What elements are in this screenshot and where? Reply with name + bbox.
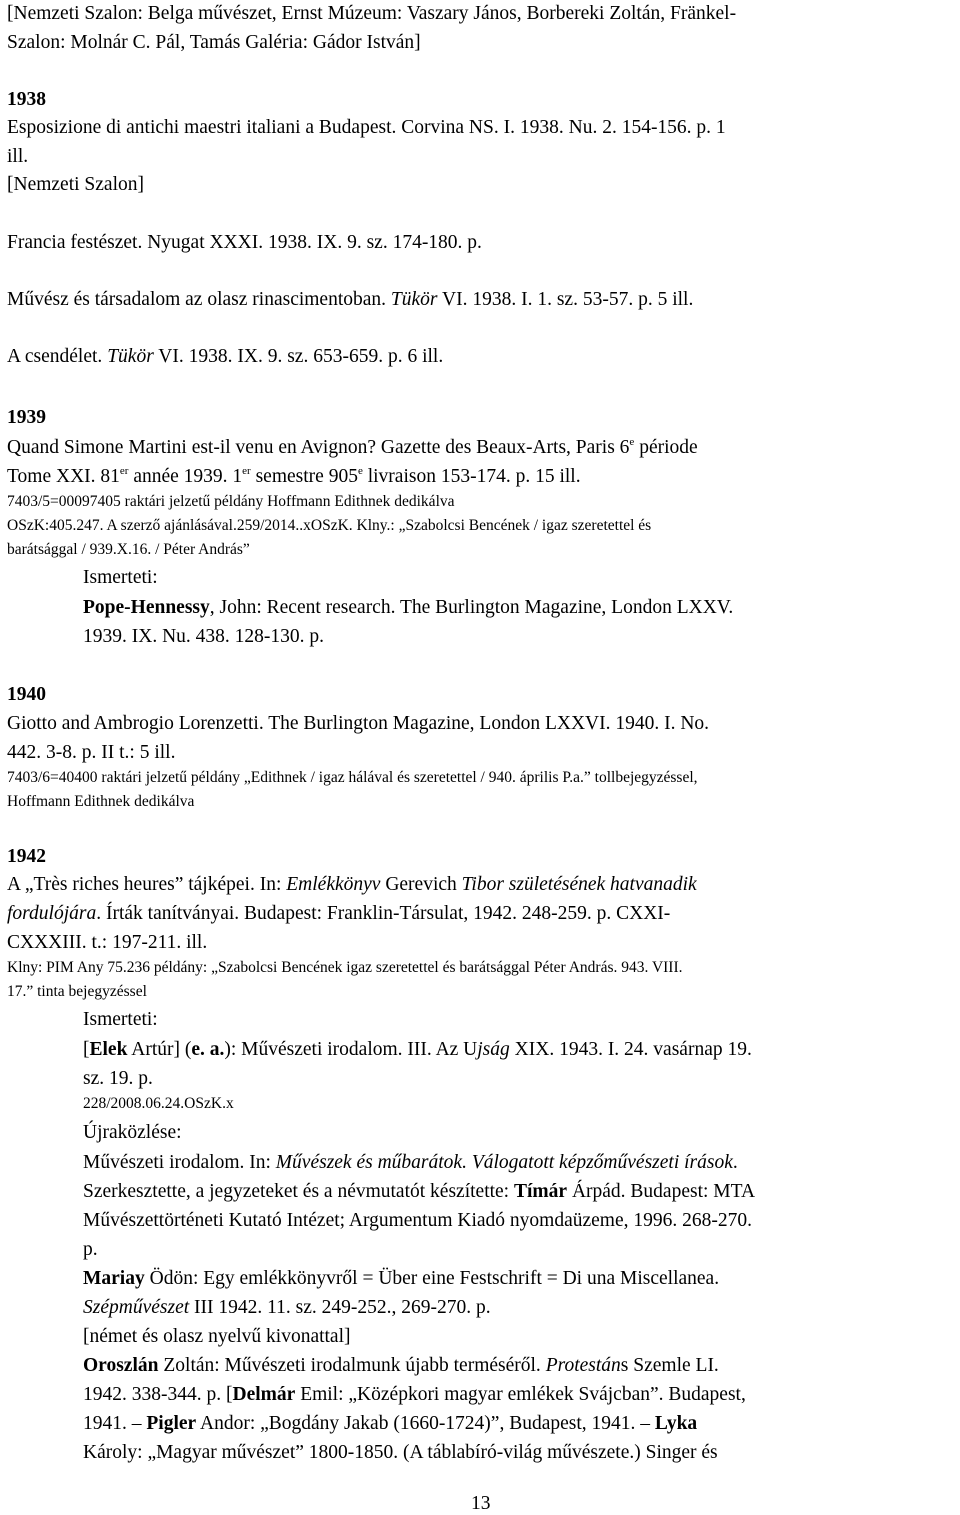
text-line: [német és olasz nyelvű kivonattal] [83, 1326, 351, 1347]
text-line: Művészettörténeti Kutató Intézet; Argumentum Kiadó nyomdaüzeme, 1996. 268-270. [83, 1210, 752, 1231]
text-line: Pope-Hennessy, John: Recent research. The Burlington Magazine, London LXXV. [83, 597, 734, 618]
text-line: [Nemzeti Szalon] [7, 174, 144, 195]
text-line: Művész és társadalom az olasz rinascimentoban. Tükör VI. 1938. I. 1. sz. 53-57. p. 5 ill. [7, 289, 694, 310]
text-line: 1940 [7, 684, 46, 705]
page-number: 13 [471, 1493, 491, 1514]
text-line: 1939. IX. Nu. 438. 128-130. p. [83, 626, 325, 647]
text-line: A csendélet. Tükör VI. 1938. IX. 9. sz. 653-659. p. 6 ill. [7, 346, 444, 367]
text-line: 7403/6=40400 raktári jelzetű példány „Edithnek / igaz hálával és szeretettel / 940. április P.a.” tollbejegyzéssel, [7, 769, 698, 786]
text-line: OSzK:405.247. A szerző ajánlásával.259/2014..xOSzK. Klny.: „Szabolcsi Bencének / igaz szeretettel és [7, 517, 652, 534]
text-line: Francia festészet. Nyugat XXXI. 1938. IX. 9. sz. 174-180. p. [7, 232, 482, 253]
text-line: 1938 [7, 89, 46, 110]
text-line: 442. 3-8. p. II t.: 5 ill. [7, 742, 176, 763]
text-line: 7403/5=00097405 raktári jelzetű példány Hoffmann Edithnek dedikálva [7, 493, 455, 510]
text-line: Klny: PIM Any 75.236 példány: „Szabolcsi Bencének igaz szeretettel és barátsággal Péter András. 943. VIII. [7, 959, 683, 976]
text-line: Hoffmann Edithnek dedikálva [7, 793, 195, 810]
text-line: Tome XXI. 81er année 1939. 1er semestre 905e livraison 153-174. p. 15 ill. [7, 465, 581, 487]
text-line: 1939 [7, 407, 46, 428]
text-line: Oroszlán Zoltán: Művészeti irodalmunk újabb terméséről. Protestáns Szemle LI. [83, 1355, 719, 1376]
text-line: Quand Simone Martini est-il venu en Avignon? Gazette des Beaux-Arts, Paris 6e période [7, 436, 698, 458]
text-line: CXXXIII. t.: 197-211. ill. [7, 932, 208, 953]
text-line: Mariay Ödön: Egy emlékkönyvről = Über eine Festschrift = Di una Miscellanea. [83, 1268, 720, 1289]
text-line: A „Très riches heures” tájképei. In: Emlékkönyv Gerevich Tibor születésének hatvanadik [7, 874, 697, 895]
text-line: 1942 [7, 846, 46, 867]
text-line: Szalon: Molnár C. Pál, Tamás Galéria: Gádor István] [7, 32, 421, 53]
text-line: 228/2008.06.24.OSzK.x [83, 1095, 234, 1112]
text-line: Giotto and Ambrogio Lorenzetti. The Burlington Magazine, London LXXVI. 1940. I. No. [7, 713, 710, 734]
text-line: Esposizione di antichi maestri italiani a Budapest. Corvina NS. I. 1938. Nu. 2. 154-156. p. 1 [7, 117, 726, 138]
text-line: sz. 19. p. [83, 1068, 153, 1089]
text-line: 17.” tinta bejegyzéssel [7, 983, 147, 1000]
text-line: [Nemzeti Szalon: Belga művészet, Ernst Múzeum: Vaszary János, Borbereki Zoltán, Fränkel- [7, 3, 737, 24]
text-line: p. [83, 1239, 98, 1260]
text-line: 1941. – Pigler Andor: „Bogdány Jakab (1660-1724)”, Budapest, 1941. – Lyka [83, 1413, 698, 1434]
text-line: Ismerteti: [83, 1009, 158, 1030]
text-line: [Elek Artúr] (e. a.): Művészeti irodalom. III. Az Ujság XIX. 1943. I. 24. vasárnap 19. [83, 1039, 752, 1060]
text-line: Ismerteti: [83, 567, 158, 588]
text-line: ill. [7, 146, 29, 167]
text-line: Szépművészet III 1942. 11. sz. 249-252., 269-270. p. [83, 1297, 491, 1318]
text-line: barátsággal / 939.X.16. / Péter András” [7, 541, 250, 558]
text-line: fordulójára. Írták tanítványai. Budapest: Franklin-Társulat, 1942. 248-259. p. CXXI- [7, 903, 671, 924]
text-line: 1942. 338-344. p. [Delmár Emil: „Középkori magyar emlékek Svájcban”. Budapest, [83, 1384, 746, 1405]
text-line: Károly: „Magyar művészet” 1800-1850. (A táblabíró-világ művészete.) Singer és [83, 1442, 718, 1463]
text-line: Művészeti irodalom. In: Művészek és műbarátok. Válogatott képzőművészeti írások. [83, 1152, 738, 1173]
text-line: Szerkesztette, a jegyzeteket és a névmutatót készítette: Tímár Árpád. Budapest: MTA [83, 1181, 756, 1202]
text-line: Újraközlése: [83, 1122, 182, 1143]
